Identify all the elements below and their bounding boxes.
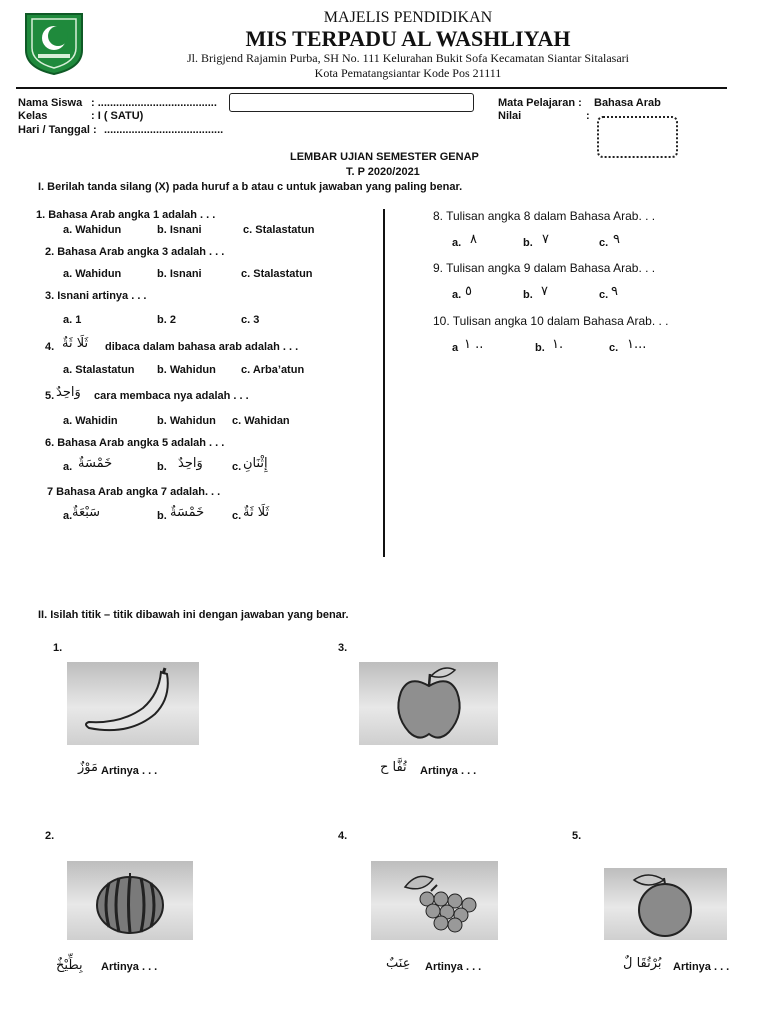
q3-option-a[interactable]: a. 1	[63, 314, 82, 326]
exam-year: T. P 2020/2021	[346, 166, 420, 178]
orange-image	[604, 868, 727, 940]
q7-option-c-arabic: ثَلَا ثَةٌ	[243, 505, 270, 520]
school-city: Kota Pematangsiantar Kode Pos 21111	[314, 66, 502, 80]
question-9: 9. Tulisan angka 9 dalam Bahasa Arab. . .	[433, 261, 656, 275]
q8-option-a-arabic: ٨	[470, 232, 477, 247]
q1-option-c[interactable]: c. Stalastatun	[243, 224, 315, 236]
q9-option-b-arabic: ٧	[541, 284, 548, 299]
q9-option-b[interactable]: b.	[523, 289, 533, 301]
question-3: 3. Isnani artinya . . .	[45, 290, 147, 302]
q9-option-a-arabic: ٥	[465, 284, 472, 299]
score-box[interactable]	[597, 116, 678, 158]
question-5-arabic: وَاحِدٌ	[56, 385, 81, 400]
question-7: 7 Bahasa Arab angka 7 adalah. . .	[47, 486, 221, 498]
q7-option-b[interactable]: b.	[157, 510, 167, 522]
item-4-arabic: عِنَبٌ	[386, 956, 411, 971]
q5-option-b[interactable]: b. Wahidun	[157, 415, 216, 427]
q4-option-a[interactable]: a. Stalastatun	[63, 364, 135, 376]
question-2: 2. Bahasa Arab angka 3 adalah . . .	[45, 246, 225, 258]
item-2-artinya[interactable]: Artinya . . .	[101, 961, 158, 973]
q6-option-a[interactable]: a.	[63, 461, 73, 473]
date-label: Hari / Tanggal :	[18, 124, 97, 136]
header-divider	[16, 87, 727, 89]
q7-option-c[interactable]: c.	[232, 510, 242, 522]
section-1-instruction: I. Berilah tanda silang (X) pada huruf a b atau c untuk jawaban yang paling benar.	[38, 181, 463, 193]
q6-option-b[interactable]: b.	[157, 461, 167, 473]
subject-value: Bahasa Arab	[594, 97, 661, 109]
q10-option-c[interactable]: c.	[609, 342, 619, 354]
q7-option-a-arabic: سَبْعَةٌ	[72, 505, 101, 520]
q2-option-b[interactable]: b. Isnani	[157, 268, 202, 280]
item-1-arabic: مَوْزٌ	[78, 760, 98, 775]
item-5-arabic: بُرْتُقَا لٌ	[623, 956, 662, 971]
item-2-number: 2.	[45, 830, 55, 842]
item-3-arabic: تُفَّا ح	[380, 760, 407, 775]
q6-option-c[interactable]: c.	[232, 461, 242, 473]
name-value: : .......................................	[91, 97, 217, 109]
question-4-text: dibaca dalam bahasa arab adalah . . .	[105, 341, 299, 353]
q2-option-c[interactable]: c. Stalastatun	[241, 268, 313, 280]
q10-option-a[interactable]: a	[452, 342, 459, 354]
question-6: 6. Bahasa Arab angka 5 adalah . . .	[45, 437, 225, 449]
q10-option-c-arabic: ١...	[627, 337, 647, 352]
q10-option-b[interactable]: b.	[535, 342, 545, 354]
score-label: Nilai	[498, 110, 522, 122]
school-address: Jl. Brigjend Rajamin Purba, SH No. 111 Kelurahan Bukit Sofa Kecamatan Siantar Sitalasari	[186, 51, 630, 65]
question-8: 8. Tulisan angka 8 dalam Bahasa Arab. . .	[433, 209, 656, 223]
item-1-artinya[interactable]: Artinya . . .	[101, 765, 158, 777]
q4-option-b[interactable]: b. Wahidun	[157, 364, 216, 376]
q8-option-c-arabic: ٩	[613, 232, 620, 247]
question-10: 10. Tulisan angka 10 dalam Bahasa Arab. . .	[433, 314, 669, 328]
question-4-arabic: ثَلَا ثَةٌ	[62, 336, 89, 351]
name-input-box[interactable]	[229, 93, 474, 112]
item-1-number: 1.	[53, 642, 63, 654]
name-label: Nama Siswa	[18, 97, 83, 109]
date-value: .......................................	[104, 124, 224, 136]
item-4-artinya[interactable]: Artinya . . .	[425, 961, 482, 973]
q6-option-c-arabic: إِثْنَانِ	[243, 456, 268, 471]
question-5-number: 5.	[45, 390, 55, 402]
item-5-number: 5.	[572, 830, 582, 842]
score-colon: :	[586, 110, 590, 122]
question-5-text: cara membaca nya adalah . . .	[94, 390, 249, 402]
q8-option-b[interactable]: b.	[523, 237, 533, 249]
q10-option-b-arabic: ١.	[552, 337, 564, 352]
class-label: Kelas	[18, 110, 48, 122]
question-4-number: 4.	[45, 341, 55, 353]
q2-option-a[interactable]: a. Wahidun	[63, 268, 122, 280]
q10-option-a-arabic: ١ ..	[464, 337, 484, 352]
q3-option-b[interactable]: b. 2	[157, 314, 176, 326]
q1-option-b[interactable]: b. Isnani	[157, 224, 202, 236]
q6-option-b-arabic: وَاحِدٌ	[178, 456, 203, 471]
q9-option-c-arabic: ٩	[611, 284, 618, 299]
apple-image	[359, 662, 498, 745]
q7-option-a[interactable]: a.	[63, 510, 73, 522]
q5-option-a[interactable]: a. Wahidin	[63, 415, 118, 427]
item-3-number: 3.	[338, 642, 348, 654]
grapes-image	[371, 861, 498, 940]
item-2-arabic: بِطِّيْخٌ	[56, 958, 83, 973]
q6-option-a-arabic: خَمْسَةٌ	[78, 456, 113, 471]
item-5-artinya[interactable]: Artinya . . .	[673, 961, 730, 973]
q9-option-c[interactable]: c.	[599, 289, 609, 301]
class-value: : I ( SATU)	[91, 110, 144, 122]
question-1: 1. Bahasa Arab angka 1 adalah . . .	[36, 209, 216, 221]
exam-title: LEMBAR UJIAN SEMESTER GENAP	[290, 151, 479, 163]
q1-option-a[interactable]: a. Wahidun	[63, 224, 122, 236]
q8-option-b-arabic: ٧	[542, 232, 549, 247]
q3-option-c[interactable]: c. 3	[241, 314, 260, 326]
subject-label: Mata Pelajaran :	[498, 97, 582, 109]
banana-image	[67, 662, 199, 745]
item-4-number: 4.	[338, 830, 348, 842]
q5-option-c[interactable]: c. Wahidan	[232, 415, 290, 427]
section-2-instruction: II. Isilah titik – titik dibawah ini dengan jawaban yang benar.	[38, 609, 349, 621]
q4-option-c[interactable]: c. Arba’atun	[241, 364, 305, 376]
q8-option-c[interactable]: c.	[599, 237, 609, 249]
item-3-artinya[interactable]: Artinya . . .	[420, 765, 477, 777]
q8-option-a[interactable]: a.	[452, 237, 462, 249]
watermelon-image	[67, 861, 193, 940]
q7-option-b-arabic: خَمْسَةٌ	[170, 505, 205, 520]
org-name: MAJELIS PENDIDIKAN	[323, 9, 493, 26]
q9-option-a[interactable]: a.	[452, 289, 462, 301]
column-divider	[383, 209, 385, 557]
school-name: MIS TERPADU AL WASHLIYAH	[245, 26, 571, 51]
